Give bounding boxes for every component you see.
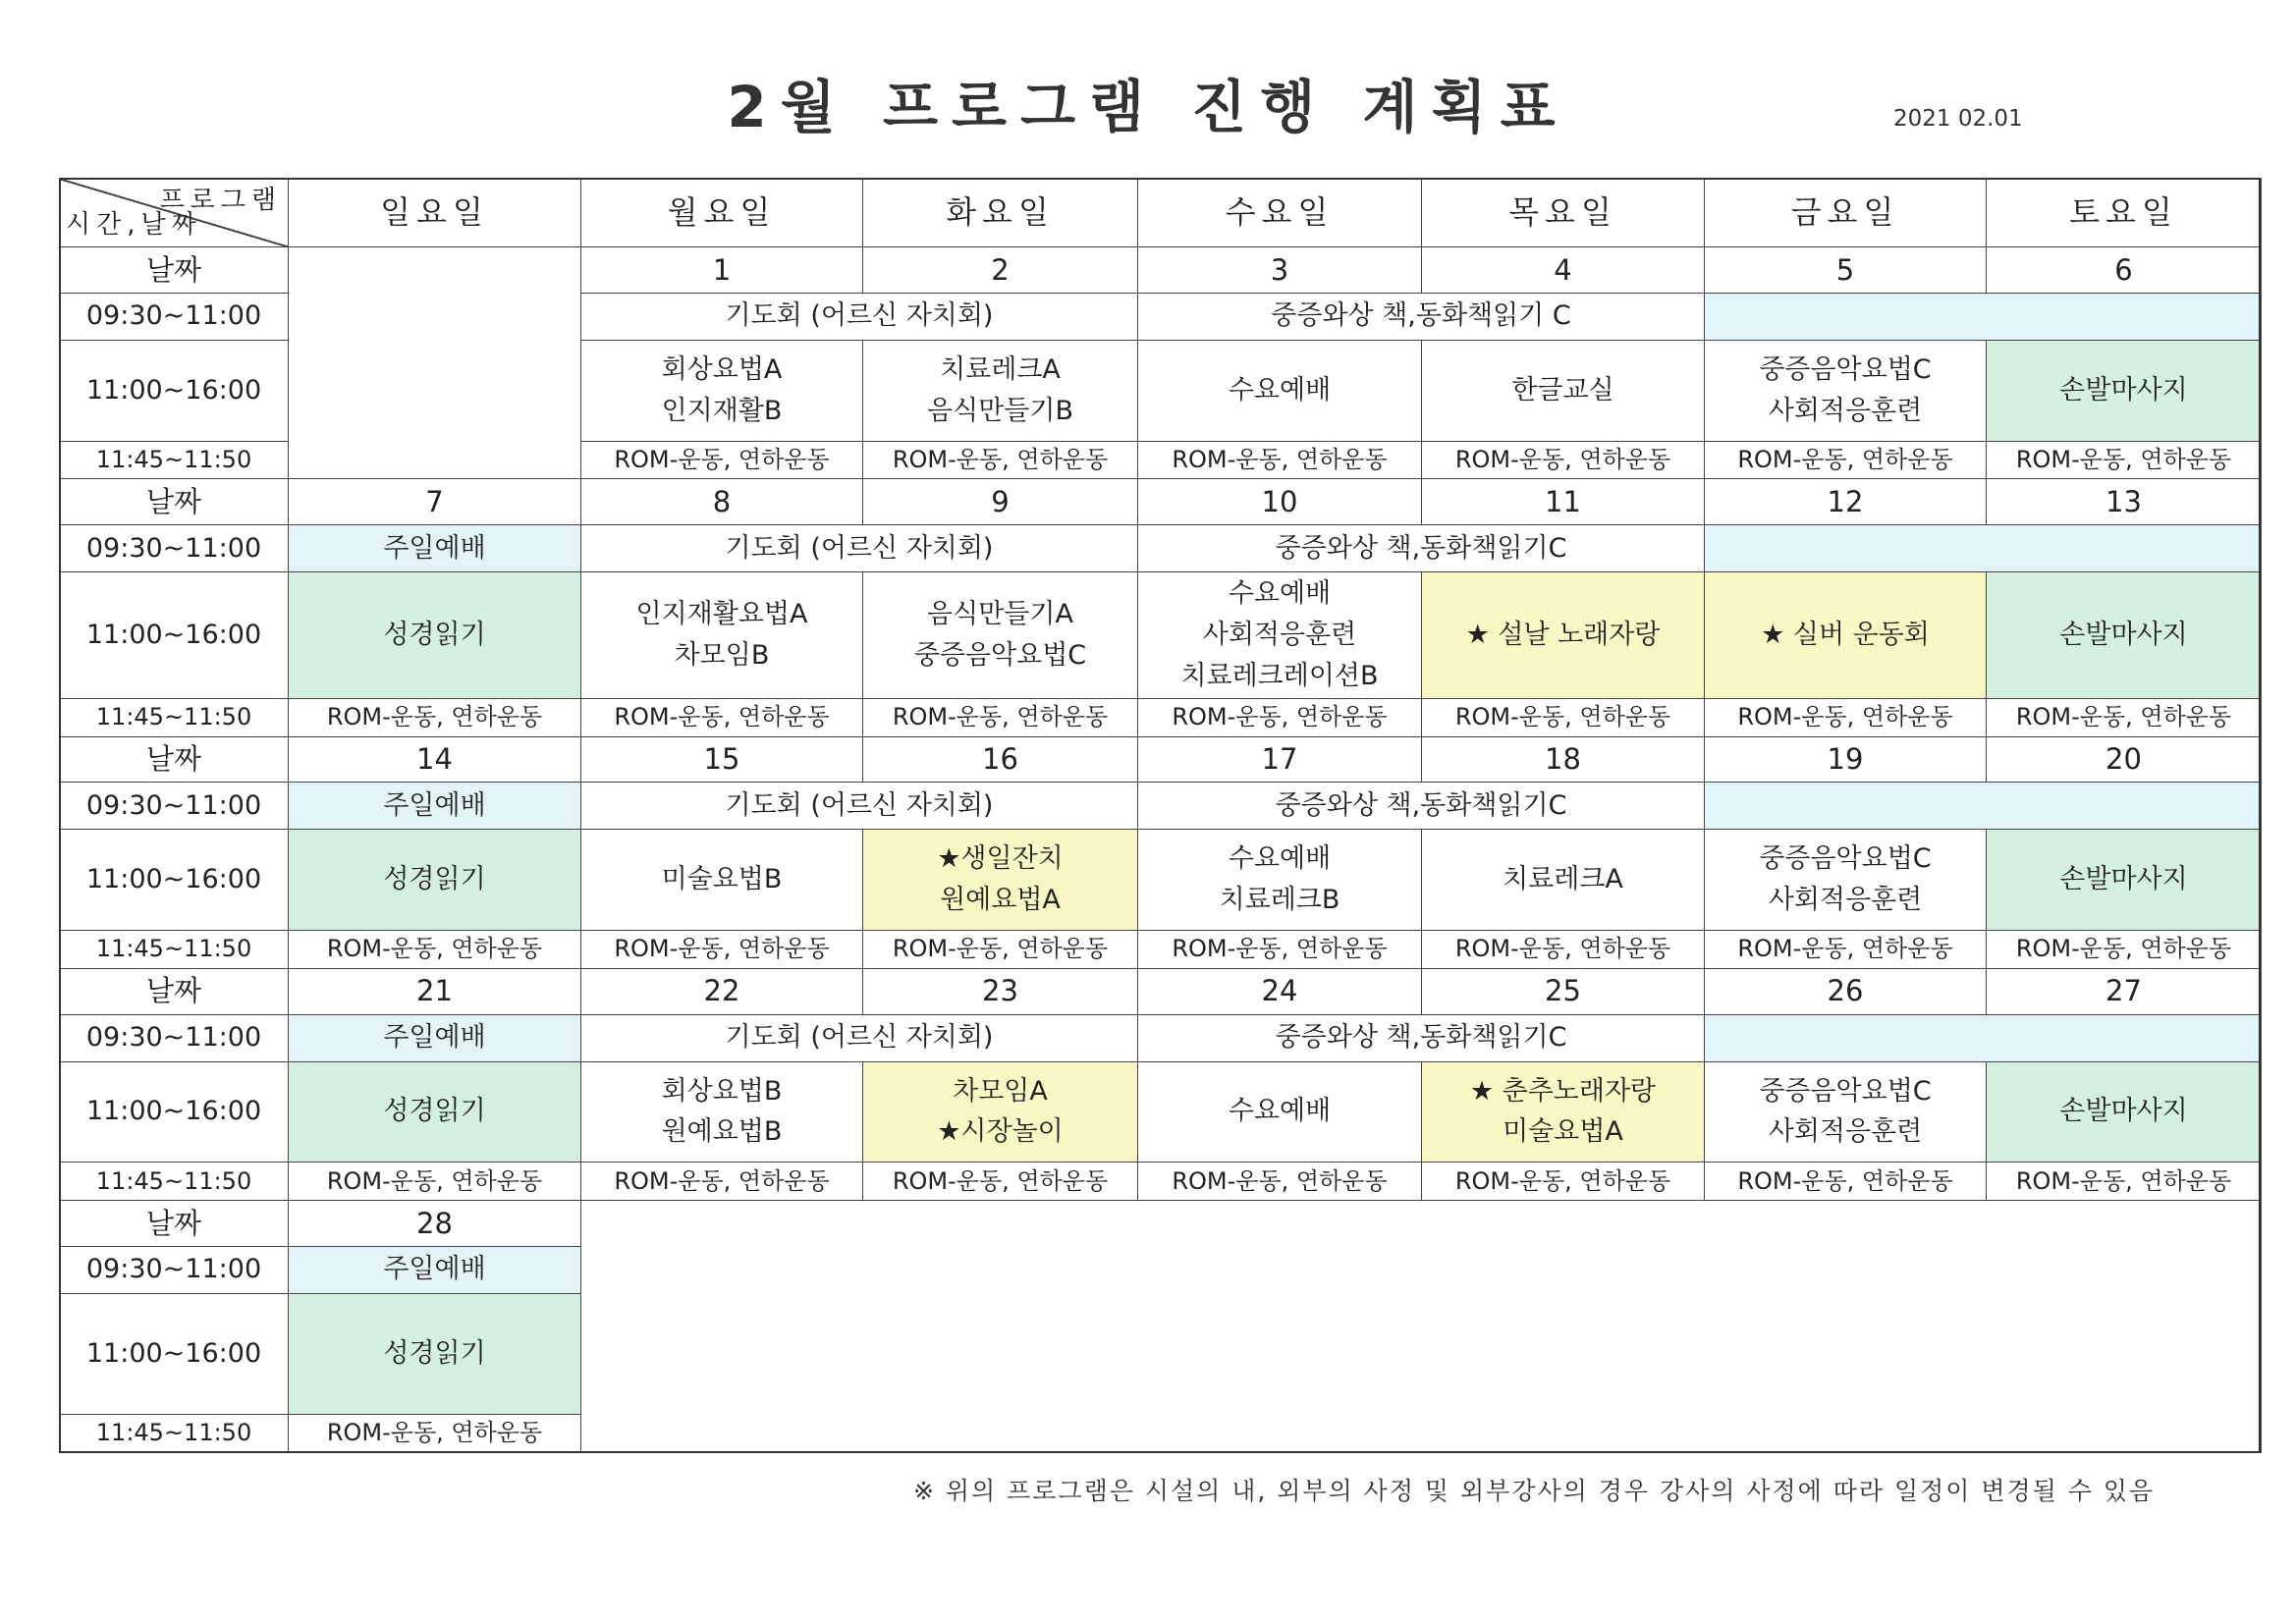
program-cell [1422, 830, 1705, 931]
program-line: 음식만들기A [927, 599, 1073, 630]
program-line: 손발마사지 [2059, 864, 2188, 895]
program-line: 성경읽기 [383, 864, 486, 895]
week1-date-row [60, 247, 2262, 294]
date-cell: 10 [1138, 479, 1422, 525]
corner-program-label: 프로그램 [159, 186, 282, 215]
wed-reading-cell: 중증와상 책,동화책읽기C [1138, 525, 1705, 572]
program-line: 인지재활요법A [635, 599, 808, 630]
time-label: 11:45~11:50 [60, 1163, 289, 1201]
program-line: 수요예배 [1228, 1096, 1332, 1127]
program-cell [1987, 340, 2262, 441]
rom-cell: ROM-운동, 연하운동 [863, 931, 1138, 969]
date-cell: 23 [863, 968, 1138, 1014]
program-line: 중증음악요법C [913, 639, 1087, 671]
program-cell [1138, 830, 1422, 931]
program-line: 회상요법B [661, 1075, 783, 1107]
program-cell [289, 572, 581, 699]
program-cell [581, 572, 863, 699]
sunday-service-cell: 주일예배 [289, 1014, 581, 1061]
footnote: ※ 위의 프로그램은 시설의 내, 외부의 사정 및 외부강사의 경우 강사의 사정에 따라 일정이 변경될 수 있음 [913, 1477, 2156, 1505]
time-label: 11:45~11:50 [60, 1414, 289, 1452]
program-cell [581, 830, 863, 931]
program-line: 회상요법A [661, 353, 783, 385]
event-cell [1422, 1061, 1705, 1163]
week2-slot2-row [60, 572, 2262, 699]
week4-slot1-row [60, 1014, 2262, 1061]
rom-cell: ROM-운동, 연하운동 [289, 1414, 581, 1452]
program-cell [1705, 830, 1987, 931]
program-line: 원예요법A [940, 885, 1061, 916]
rom-cell: ROM-운동, 연하운동 [581, 698, 863, 736]
rom-cell: ROM-운동, 연하운동 [1987, 698, 2262, 736]
day-header-thu: 목요일 [1422, 179, 1705, 247]
program-line: 중증음악요법C [1759, 843, 1932, 875]
rom-cell: ROM-운동, 연하운동 [1987, 931, 2262, 969]
program-cell [1422, 340, 1705, 441]
date-label: 날짜 [60, 479, 289, 525]
rom-cell: ROM-운동, 연하운동 [581, 931, 863, 969]
prayer-meeting-cell: 기도회 (어르신 자치회) [581, 525, 1138, 572]
program-line: 차모임B [674, 639, 770, 671]
date-cell-sunday: 21 [289, 968, 581, 1014]
rom-cell: ROM-운동, 연하운동 [1422, 931, 1705, 969]
event-cell [1705, 572, 1987, 699]
program-cell [863, 572, 1138, 699]
program-line: 중증음악요법C [1759, 353, 1932, 385]
program-line: 성경읽기 [383, 1337, 486, 1369]
rom-cell: ROM-운동, 연하운동 [581, 441, 863, 479]
time-label: 11:00~16:00 [60, 572, 289, 699]
date-cell: 25 [1422, 968, 1705, 1014]
program-line: 수요예배 [1228, 374, 1332, 406]
rom-cell: ROM-운동, 연하운동 [863, 698, 1138, 736]
date-cell: 1 [581, 247, 863, 294]
morning-empty-cell [1705, 1014, 2262, 1061]
event-cell [863, 1061, 1138, 1163]
sunday-service-cell: 주일예배 [289, 525, 581, 572]
date-label: 날짜 [60, 1201, 289, 1247]
header-row [60, 179, 2262, 247]
rom-cell: ROM-운동, 연하운동 [1422, 1163, 1705, 1201]
date-cell-saturday: 20 [1987, 736, 2262, 783]
date-cell-saturday: 13 [1987, 479, 2262, 525]
program-line: 사회적응훈련 [1768, 395, 1923, 426]
date-cell-sunday: 28 [289, 1201, 581, 1247]
date-cell: 26 [1705, 968, 1987, 1014]
date-cell: 2 [863, 247, 1138, 294]
week1-sun-empty [289, 247, 581, 479]
program-cell [1705, 1061, 1987, 1163]
program-cell [1138, 572, 1422, 699]
schedule-table [59, 178, 2262, 1453]
rom-cell: ROM-운동, 연하운동 [863, 1163, 1138, 1201]
program-line: 성경읽기 [383, 1096, 486, 1127]
wed-reading-cell: 중증와상 책,동화책읽기C [1138, 1014, 1705, 1061]
week4-slot3-row [60, 1163, 2262, 1201]
day-header-sun: 일요일 [289, 179, 581, 247]
week3-date-row [60, 736, 2262, 783]
rom-cell: ROM-운동, 연하운동 [1987, 1163, 2262, 1201]
sunday-service-cell: 주일예배 [289, 783, 581, 830]
date-cell: 24 [1138, 968, 1422, 1014]
date-cell: 5 [1705, 247, 1987, 294]
morning-empty-cell [1705, 783, 2262, 830]
rom-cell: ROM-운동, 연하운동 [1987, 441, 2262, 479]
date-label: 날짜 [60, 968, 289, 1014]
program-line: 중증음악요법C [1759, 1075, 1932, 1107]
program-cell [581, 340, 863, 441]
program-cell [1987, 830, 2262, 931]
date-cell: 19 [1705, 736, 1987, 783]
program-line: 손발마사지 [2059, 374, 2188, 406]
time-label: 11:00~16:00 [60, 1061, 289, 1163]
program-line: ★ 설날 노래자랑 [1465, 620, 1661, 651]
program-line: 한글교실 [1511, 374, 1614, 406]
date-label: 날짜 [60, 247, 289, 294]
time-label: 11:00~16:00 [60, 340, 289, 441]
time-label: 11:45~11:50 [60, 441, 289, 479]
date-cell-saturday: 27 [1987, 968, 2262, 1014]
rom-cell: ROM-운동, 연하운동 [289, 698, 581, 736]
program-line: 미술요법B [661, 864, 783, 895]
program-line: 손발마사지 [2059, 1096, 2188, 1127]
wed-reading-cell: 중증와상 책,동화책읽기C [1138, 783, 1705, 830]
program-line: 성경읽기 [383, 620, 486, 651]
program-line: 음식만들기B [927, 395, 1073, 426]
page-title: 2월 프로그램 진행 계획표 [727, 74, 1569, 140]
sunday-service-cell: 주일예배 [289, 1246, 581, 1293]
date-cell: 18 [1422, 736, 1705, 783]
week2-slot1-row [60, 525, 2262, 572]
rom-cell: ROM-운동, 연하운동 [289, 1163, 581, 1201]
prayer-meeting-cell: 기도회 (어르신 자치회) [581, 783, 1138, 830]
corner-time-date-label: 시간,날짜 [66, 209, 202, 240]
program-line: 손발마사지 [2059, 620, 2188, 651]
rom-cell: ROM-운동, 연하운동 [1705, 441, 1987, 479]
program-cell [1138, 1061, 1422, 1163]
time-label: 09:30~11:00 [60, 525, 289, 572]
rom-cell: ROM-운동, 연하운동 [1138, 931, 1422, 969]
date-cell: 17 [1138, 736, 1422, 783]
program-line: ★ 춘추노래자랑 [1469, 1075, 1657, 1107]
program-line: 치료레크B [1219, 885, 1340, 916]
program-line: 치료레크A [1503, 864, 1623, 895]
program-cell [1987, 572, 2262, 699]
program-cell [581, 1061, 863, 1163]
program-cell [289, 830, 581, 931]
program-line: ★ 실버 운동회 [1761, 620, 1930, 651]
week3-slot1-row [60, 783, 2262, 830]
day-header-wed: 수요일 [1138, 179, 1422, 247]
date-cell-holiday: 12 [1705, 479, 1987, 525]
program-cell [1705, 340, 1987, 441]
date-cell: 22 [581, 968, 863, 1014]
program-line: 사회적응훈련 [1202, 620, 1357, 651]
rom-cell: ROM-운동, 연하운동 [1705, 1163, 1987, 1201]
morning-empty-cell [1705, 293, 2262, 340]
rom-cell: ROM-운동, 연하운동 [581, 1163, 863, 1201]
date-cell: 3 [1138, 247, 1422, 294]
week2-date-row [60, 479, 2262, 525]
rom-cell: ROM-운동, 연하운동 [1422, 698, 1705, 736]
prayer-meeting-cell: 기도회 (어르신 자치회) [581, 293, 1138, 340]
blank-area [581, 1201, 2262, 1453]
time-label: 11:45~11:50 [60, 931, 289, 969]
time-label: 11:45~11:50 [60, 698, 289, 736]
date-cell-sunday: 14 [289, 736, 581, 783]
week5-date-row [60, 1201, 2262, 1247]
program-line: ★생일잔치 [937, 843, 1064, 875]
date-cell: 15 [581, 736, 863, 783]
wed-reading-cell: 중증와상 책,동화책읽기 C [1138, 293, 1705, 340]
morning-empty-cell [1705, 525, 2262, 572]
prayer-meeting-cell: 기도회 (어르신 자치회) [581, 1014, 1138, 1061]
date-cell: 9 [863, 479, 1138, 525]
rom-cell: ROM-운동, 연하운동 [289, 931, 581, 969]
event-cell [863, 830, 1138, 931]
day-header-sat: 토요일 [1987, 179, 2262, 247]
date-cell: 4 [1422, 247, 1705, 294]
time-label: 11:00~16:00 [60, 1293, 289, 1414]
day-header-mon: 월요일 [581, 179, 863, 247]
program-line: 미술요법A [1503, 1116, 1623, 1148]
day-header-fri: 금요일 [1705, 179, 1987, 247]
rom-cell: ROM-운동, 연하운동 [1138, 441, 1422, 479]
date-cell: 8 [581, 479, 863, 525]
program-line: 원예요법B [661, 1116, 783, 1148]
date-cell-sunday: 7 [289, 479, 581, 525]
time-label: 09:30~11:00 [60, 293, 289, 340]
week2-slot3-row [60, 698, 2262, 736]
program-line: 수요예배 [1228, 578, 1332, 610]
corner-cell [60, 179, 289, 247]
program-cell [1987, 1061, 2262, 1163]
time-label: 11:00~16:00 [60, 830, 289, 931]
program-line: 사회적응훈련 [1768, 885, 1923, 916]
week4-slot2-row [60, 1061, 2262, 1163]
time-label: 09:30~11:00 [60, 1014, 289, 1061]
program-line: 치료레크레이션B [1180, 660, 1379, 691]
time-label: 09:30~11:00 [60, 1246, 289, 1293]
program-cell [289, 1293, 581, 1414]
rom-cell: ROM-운동, 연하운동 [1705, 698, 1987, 736]
program-cell [1138, 340, 1422, 441]
date-cell-holiday: 11 [1422, 479, 1705, 525]
program-line: 차모임A [953, 1075, 1048, 1107]
issued-date: 2021 02.01 [1893, 106, 2023, 132]
program-line: 사회적응훈련 [1768, 1116, 1923, 1148]
date-label: 날짜 [60, 736, 289, 783]
event-cell [1422, 572, 1705, 699]
week4-date-row [60, 968, 2262, 1014]
program-cell [289, 1061, 581, 1163]
program-line: ★시장놀이 [937, 1116, 1064, 1148]
program-cell [863, 340, 1138, 441]
week3-slot2-row [60, 830, 2262, 931]
rom-cell: ROM-운동, 연하운동 [863, 441, 1138, 479]
rom-cell: ROM-운동, 연하운동 [1422, 441, 1705, 479]
date-cell: 16 [863, 736, 1138, 783]
time-label: 09:30~11:00 [60, 783, 289, 830]
rom-cell: ROM-운동, 연하운동 [1705, 931, 1987, 969]
program-line: 수요예배 [1228, 843, 1332, 875]
week3-slot3-row [60, 931, 2262, 969]
date-cell-saturday: 6 [1987, 247, 2262, 294]
rom-cell: ROM-운동, 연하운동 [1138, 1163, 1422, 1201]
rom-cell: ROM-운동, 연하운동 [1138, 698, 1422, 736]
day-header-tue: 화요일 [863, 179, 1138, 247]
program-line: 치료레크A [940, 353, 1061, 385]
program-line: 인지재활B [661, 395, 783, 426]
